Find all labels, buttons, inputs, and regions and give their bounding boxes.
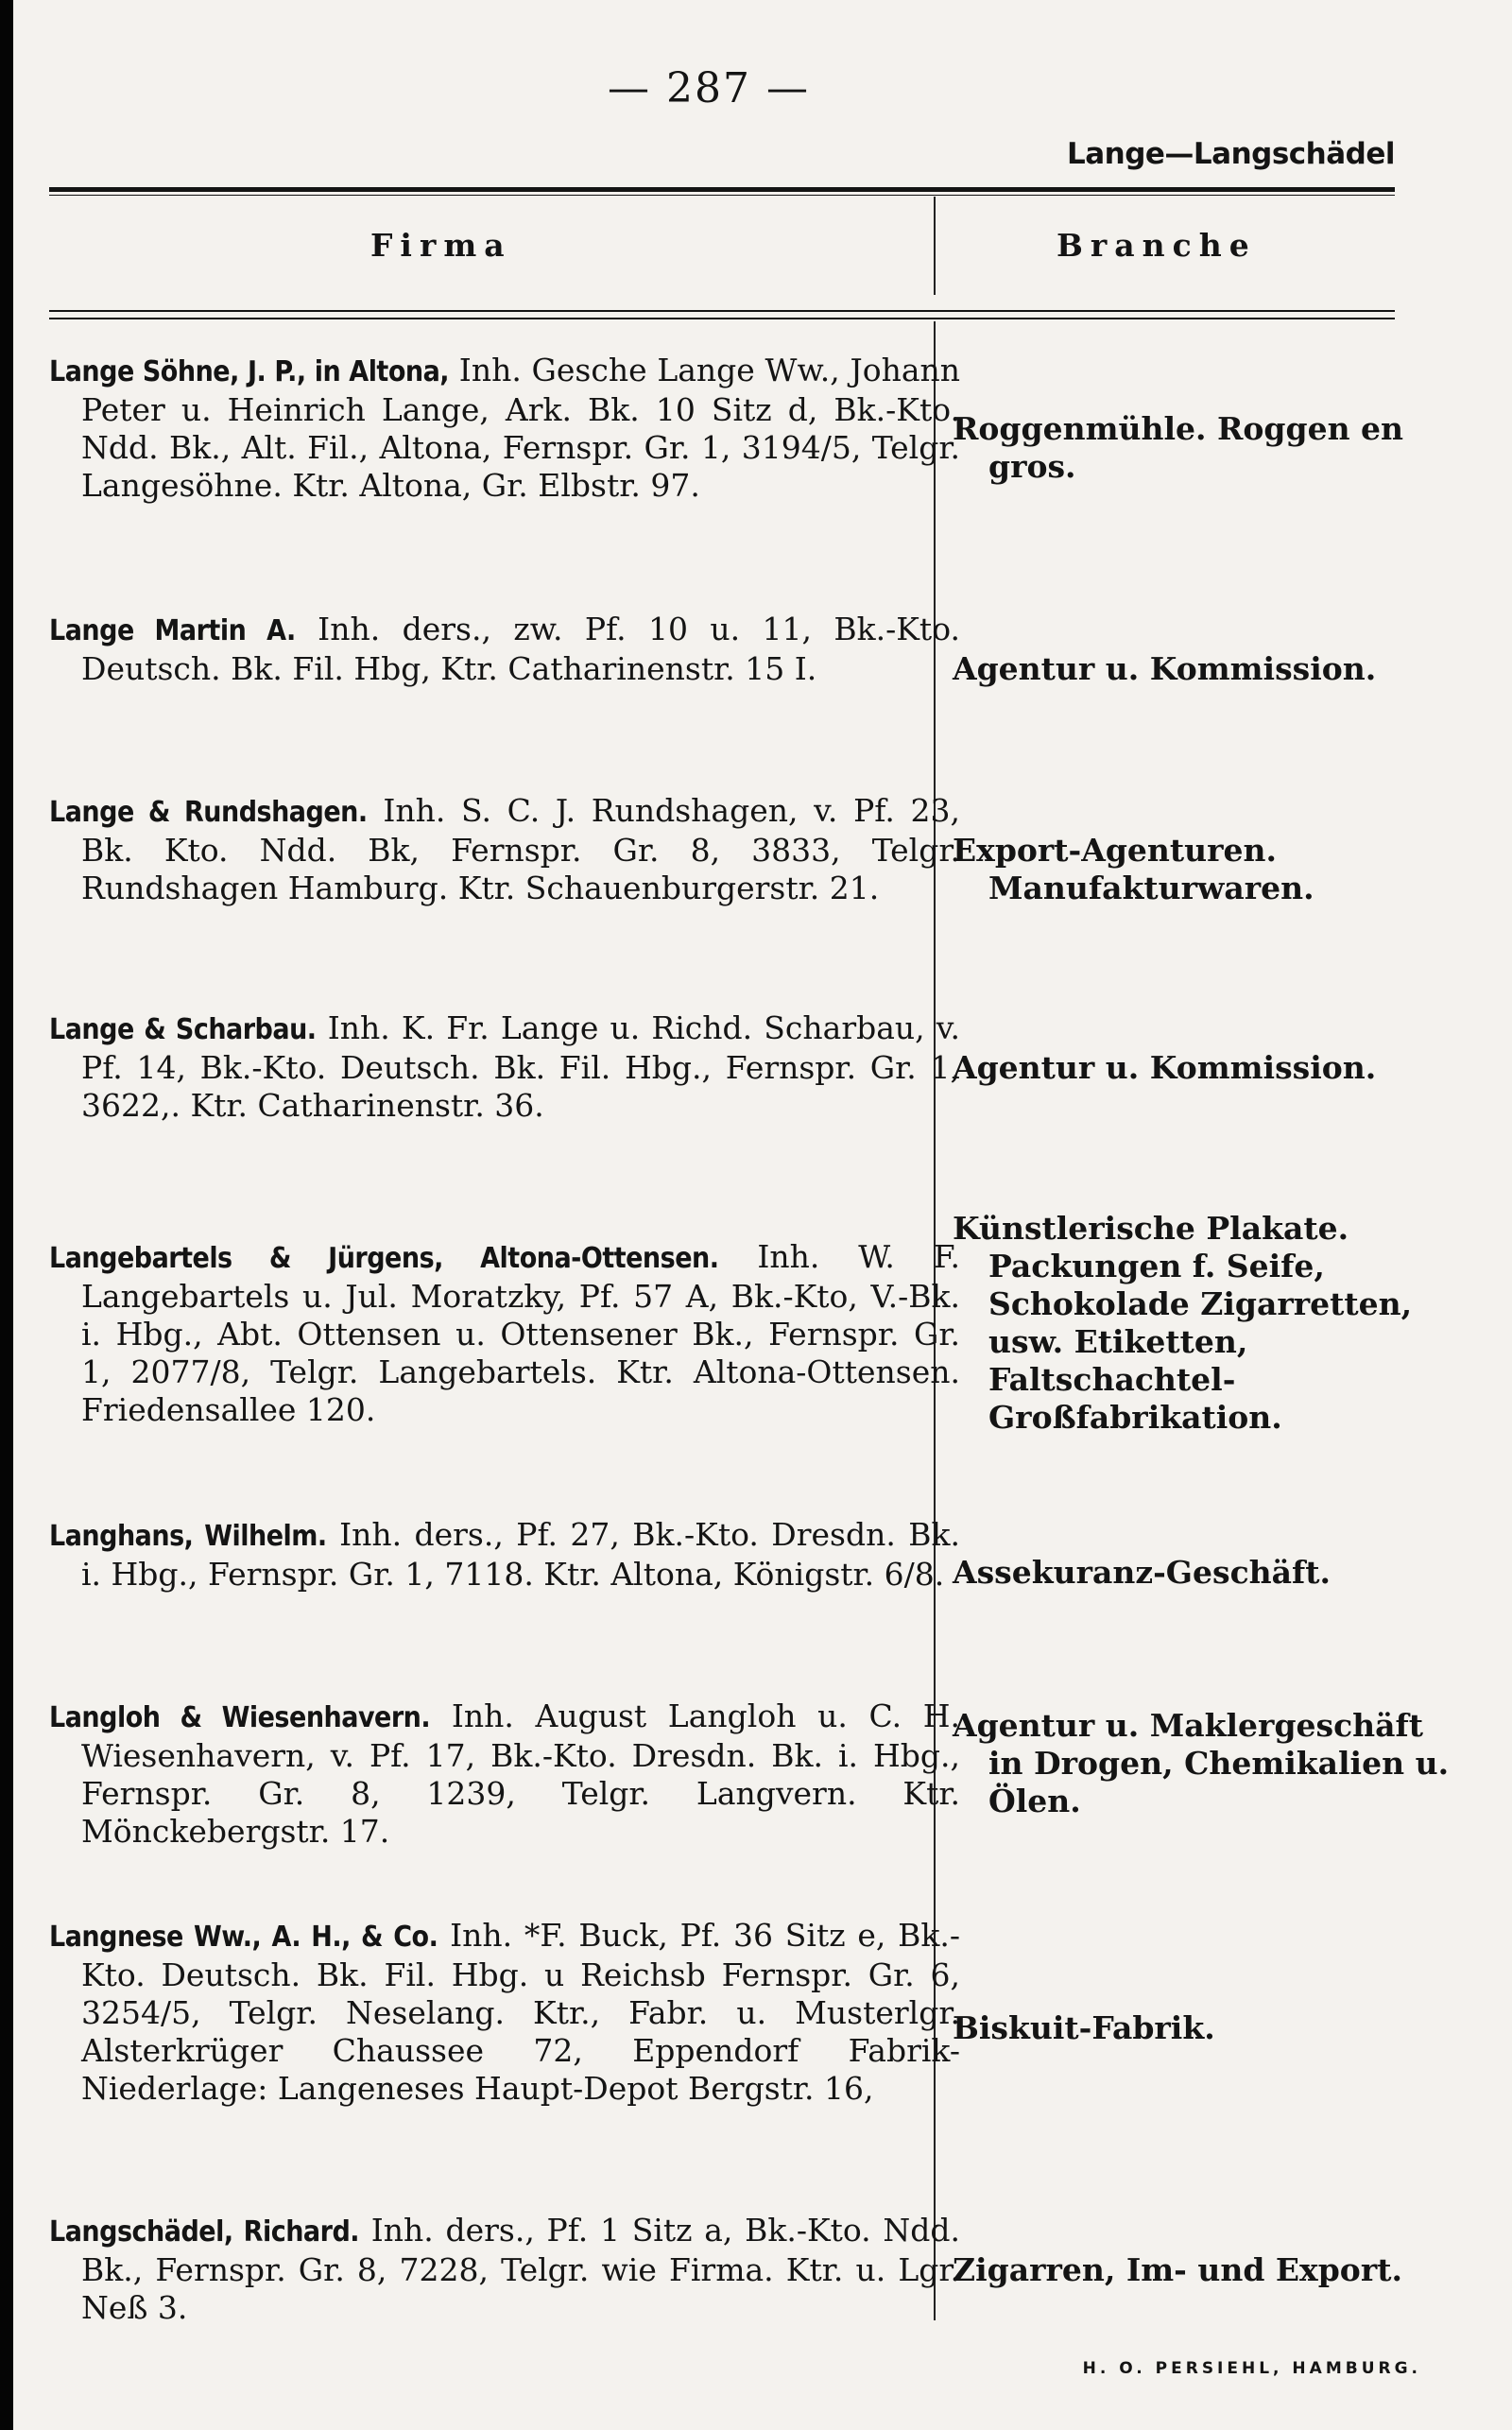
entry-branche: Agentur u. Kommission. (953, 650, 1377, 687)
entry-branche: Agentur u. Maklergeschäft in Drogen, Chemikalien u. Ölen. (953, 1707, 1450, 1819)
book-binding-edge (0, 0, 13, 2430)
firm-name: Langloh & Wiesenhavern. (49, 1701, 431, 1734)
entry-branche: Assekuranz-Geschäft. (953, 1554, 1331, 1591)
entry-branche: Künstlerische Plakate. Packungen f. Seife, Schokolade Zigarretten, usw. Etiketten, Faltschachtel-Großfabrikation. (953, 1210, 1413, 1436)
printer-imprint: H. O. PERSIEHL, HAMBURG. (1082, 2359, 1421, 2378)
firm-name: Langschädel, Richard. (49, 2215, 360, 2249)
header-rule-top (49, 187, 1395, 192)
firm-details: Inh. *F. Buck, Pf. 36 Sitz e, Bk.-Kto. Deutsch. Bk. Fil. Hbg. u Reichsb Fernspr. Gr. 6, 3254/5, Telgr. Neselang. Ktr., Fabr. u. Musterlgr. Alsterkrüger Chaussee 72, Eppendorf Fabrik-Niederlage: Langeneses Haupt-Depot Bergstr. 16, (81, 1917, 960, 2107)
firm-details: Inh. ders., zw. Pf. 10 u. 11, Bk.-Kto. Deutsch. Bk. Fil. Hbg, Ktr. Catharinenstr. 15 I. (81, 611, 960, 687)
firm-name: Lange & Scharbau. (49, 1013, 317, 1046)
firm-details: Inh. ders., Pf. 1 Sitz a, Bk.-Kto. Ndd. Bk., Fernspr. Gr. 8, 7228, Telgr. wie Firma. Ktr. u. Lgr. Neß 3. (81, 2212, 960, 2326)
entry-firma (49, 1698, 960, 1851)
firm-name: Lange Martin A. (49, 614, 296, 647)
firm-details: Inh. August Langloh u. C. H. Wiesenhavern, v. Pf. 17, Bk.-Kto. Dresdn. Bk. i. Hbg., Fernspr. Gr. 8, 1239, Telgr. Langvern. Ktr. Mönckebergstr. 17. (81, 1698, 960, 1850)
entry-branche: Biskuit-Fabrik. (953, 2009, 1215, 2046)
column-header-branche: Branche (1057, 227, 1257, 264)
page-number: — 287 — (608, 64, 810, 112)
firm-name: Langhans, Wilhelm. (49, 1520, 327, 1553)
column-header-firma: Firma (370, 227, 512, 264)
column-divider-header (934, 197, 936, 295)
firm-name: Langnese Ww., A. H., & Co. (49, 1921, 438, 1954)
entry-branche: Agentur u. Kommission. (953, 1049, 1377, 1086)
firm-details: Inh. K. Fr. Lange u. Richd. Scharbau, v. Pf. 14, Bk.-Kto. Deutsch. Bk. Fil. Hbg., Fernspr. Gr. 1, 3622,. Ktr. Catharinenstr. 36. (81, 1009, 960, 1124)
header-rule-top-thin (49, 195, 1395, 196)
firm-details: Inh. W. F. Langebartels u. Jul. Moratzky, Pf. 57 A, Bk.-Kto, V.-Bk. i. Hbg., Abt. Ottensen u. Ottensener Bk., Fernspr. Gr. 1, 2077/8, Telgr. Langebartels. Ktr. Altona-Ottensen. Friedensallee 120. (81, 1238, 960, 1428)
entry-branche: Roggenmühle. Roggen en gros. (953, 410, 1404, 485)
entry-firma (49, 611, 960, 688)
entry-firma (49, 1516, 960, 1594)
firm-details: Inh. S. C. J. Rundshagen, v. Pf. 23, Bk. Kto. Ndd. Bk, Fernspr. Gr. 8, 3833, Telgr. Rundshagen Hamburg. Ktr. Schauenburgerstr. 21. (81, 792, 960, 906)
entry-branche: Export-Agenturen. Manufakturwaren. (953, 832, 1314, 906)
entry-branche: Zigarren, Im- und Export. (953, 2251, 1402, 2288)
firm-name: Lange Söhne, J. P., in Altona, (49, 355, 450, 388)
entry-firma (49, 1238, 960, 1429)
entry-firma (49, 2212, 960, 2327)
firm-name: Lange & Rundshagen. (49, 796, 368, 829)
firm-details: Inh. ders., Pf. 27, Bk.-Kto. Dresdn. Bk. i. Hbg., Fernspr. Gr. 1, 7118. Ktr. Altona, Königstr. 6/8. (81, 1516, 960, 1593)
header-rule-bottom-thin (49, 318, 1395, 319)
entry-firma (49, 1009, 960, 1125)
firm-name: Langebartels & Jürgens, Altona-Ottensen. (49, 1242, 719, 1275)
running-head: Lange—Langschädel (1066, 137, 1395, 171)
header-rule-bottom (49, 310, 1395, 312)
firm-details: Inh. Gesche Lange Ww., Johann Peter u. Heinrich Lange, Ark. Bk. 10 Sitz d, Bk.-Kto. Ndd. Bk., Alt. Fil., Altona, Fernspr. Gr. 1, 3194/5, Telgr. Langesöhne. Ktr. Altona, Gr. Elbstr. 97. (81, 352, 961, 504)
entry-firma (49, 792, 960, 907)
entry-firma (49, 352, 960, 505)
entry-firma (49, 1917, 960, 2108)
